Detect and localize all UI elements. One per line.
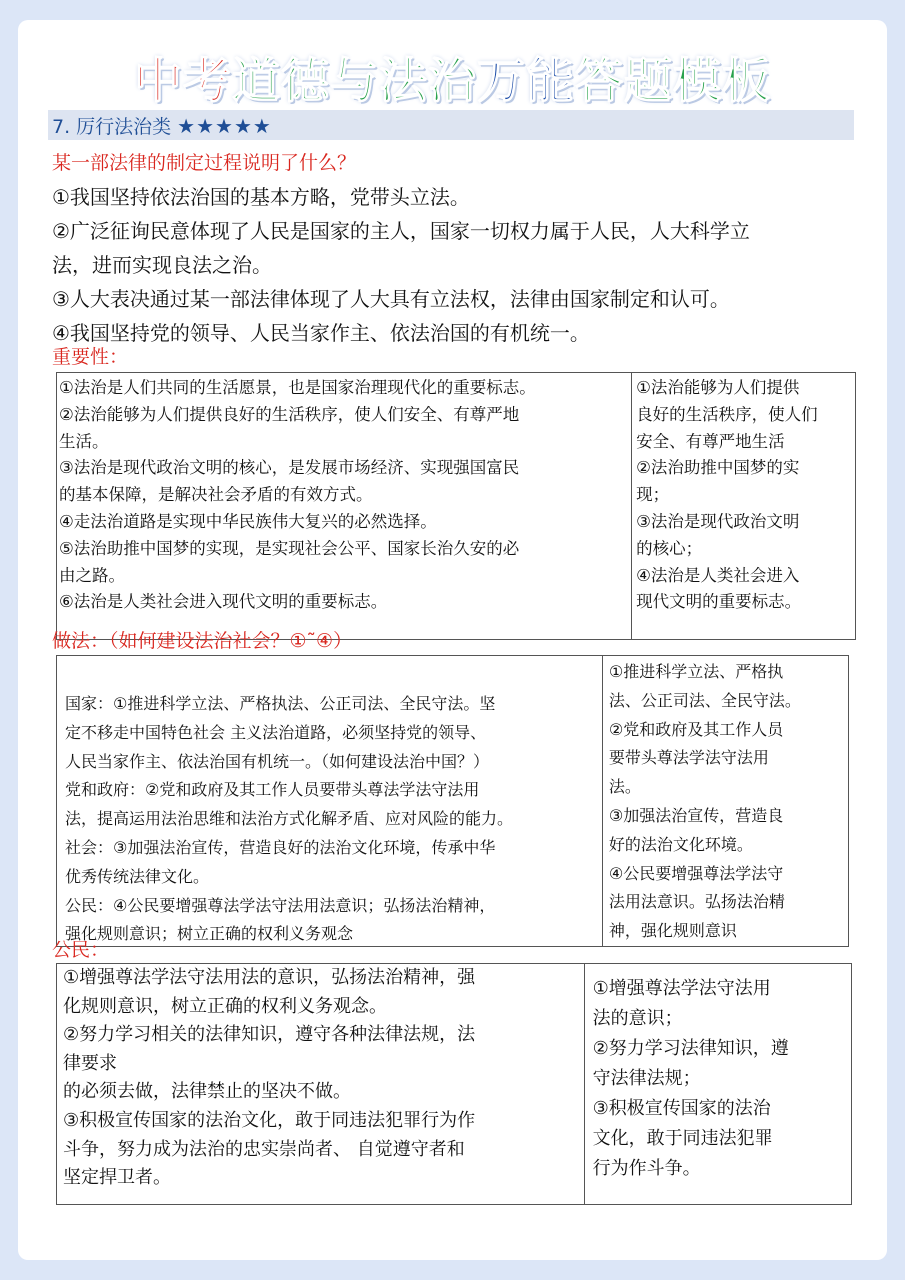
table-line: 守法律法规；: [592, 1068, 701, 1089]
title-part-1: 中考: [133, 53, 232, 109]
table-line: 良好的生活秩序，使人们: [636, 404, 818, 424]
table-line: 律要求: [63, 1052, 117, 1074]
table-line: 社会：③加强法治宣传，营造良好的法治文化环境，传承中华: [65, 837, 496, 857]
citizen-detail-cell: [57, 964, 585, 1204]
title-part-3: 万能: [477, 53, 576, 109]
table-line: ④公民要增强尊法学法守: [608, 863, 784, 883]
page-title: [18, 42, 887, 111]
table-line: 的必须去做，法律禁止的坚决不做。: [63, 1081, 351, 1103]
importance-summary-cell: [632, 373, 855, 639]
table-line: 生活。: [59, 431, 109, 451]
table-line: 坚定捍卫者。: [63, 1167, 171, 1189]
table-line: ①增强尊法学法守法用: [592, 978, 771, 999]
table-line: ②法治能够为人们提供良好的生活秩序，使人们安全、有尊严地: [59, 404, 520, 424]
importance-table: [56, 372, 856, 640]
importance-heading: 重要性：: [52, 346, 129, 368]
methods-detail-cell: [57, 656, 603, 946]
citizen-summary-cell: [585, 964, 851, 1204]
rating-stars-icon: ★★★★★: [177, 114, 272, 138]
table-line: 党和政府：②党和政府及其工作人员要带头尊法学法守法用: [65, 780, 480, 800]
table-line: 强化规则意识；树立正确的权利义务观念: [65, 924, 354, 944]
page-frame: [18, 20, 887, 1260]
table-line: 的核心；: [636, 538, 703, 558]
table-line: 要带头尊法学法守法用: [608, 748, 769, 768]
citizen-heading: 公民：: [52, 939, 110, 961]
table-line: 化规则意识，树立正确的权利义务观念。: [63, 995, 387, 1017]
category-heading: [52, 112, 272, 139]
table-line: 安全、有尊严地生活: [636, 431, 785, 451]
importance-detail-cell: [57, 373, 632, 639]
table-line: ④法治是人类社会进入: [636, 565, 800, 585]
table-line: 由之路。: [59, 565, 125, 585]
table-line: ①法治能够为人们提供: [636, 378, 800, 397]
table-line: ②党和政府及其工作人员: [608, 719, 784, 739]
table-line: ②法治助推中国梦的实: [636, 458, 800, 478]
table-line: 法用法意识。弘扬法治精: [608, 892, 785, 912]
table-line: ①推进科学立法、严格执: [608, 662, 784, 681]
table-line: ②努力学习相关的法律知识，遵守各种法律法规，法: [63, 1024, 476, 1046]
table-line: 法，提高运用法治思维和法治方式化解矛盾、应对风险的能力。: [65, 809, 514, 829]
table-line: ④走法治道路是实现中华民族伟大复兴的必然选择。: [59, 511, 437, 531]
table-line: 法的意识；: [592, 1008, 683, 1029]
table-line: 文化，敢于同违法犯罪: [592, 1128, 773, 1149]
answer-list: [52, 180, 872, 350]
table-line: ③积极宣传国家的法治文化，敢于同违法犯罪行为作: [63, 1109, 476, 1131]
table-line: 人民当家作主、依法治国有机统一。（如何建设法治中国？）: [65, 751, 490, 771]
table-line: 定不移走中国特色社会 主义法治道路，必须坚持党的领导、: [65, 722, 487, 742]
question-heading: 某一部法律的制定过程说明了什么？: [52, 152, 357, 174]
table-line: 好的法治文化环境。: [608, 834, 753, 854]
table-line: 行为作斗争。: [592, 1158, 701, 1179]
methods-table: [56, 655, 849, 947]
table-line: ③加强法治宣传，营造良: [608, 805, 784, 825]
table-line: ③积极宣传国家的法治: [592, 1098, 771, 1119]
table-line: 神，强化规则意识: [608, 921, 737, 941]
table-line: ⑥法治是人类社会进入现代文明的重要标志。: [59, 592, 388, 612]
answer-line: ②广泛征询民意体现了人民是国家的主人，国家一切权力属于人民，人大科学立: [52, 219, 750, 243]
answer-line: 法，进而实现良法之治。: [52, 253, 272, 277]
methods-summary-cell: [603, 656, 848, 946]
table-line: 国家：①推进科学立法、严格执法、公正司法、全民守法。坚: [65, 694, 496, 713]
table-line: ①法治是人们共同的生活愿景，也是国家治理现代化的重要标志。: [59, 378, 536, 397]
table-line: ③法治是现代政治文明: [636, 511, 800, 531]
table-line: 优秀传统法律文化。: [65, 866, 210, 886]
table-line: ③法治是现代政治文明的核心，是发展市场经济、实现强国富民: [59, 458, 520, 478]
table-line: 斗争，努力成为法治的忠实崇尚者、 自觉遵守者和: [63, 1138, 465, 1160]
table-line: 现；: [636, 485, 670, 505]
citizen-table: [56, 963, 852, 1205]
category-label: 7. 厉行法治类: [52, 116, 172, 138]
table-line: 的基本保障，是解决社会矛盾的有效方式。: [59, 485, 373, 505]
table-line: 法。: [608, 777, 641, 797]
answer-line: ③人大表决通过某一部法律体现了人大具有立法权，法律由国家制定和认可。: [52, 287, 730, 311]
table-line: 现代文明的重要标志。: [636, 592, 802, 612]
table-line: 公民：④公民要增强尊法学法守法用法意识；弘扬法治精神，: [65, 895, 496, 915]
table-line: ⑤法治助推中国梦的实现，是实现社会公平、国家长治久安的必: [59, 538, 520, 558]
table-line: ①增强尊法学法守法用法的意识，弘扬法治精神，强: [63, 967, 476, 988]
methods-heading: 做法：（如何建设法治社会？①˜④）: [52, 630, 353, 652]
title-part-2: 道德与法治: [231, 53, 477, 109]
answer-line: ④我国坚持党的领导、人民当家作主、依法治国的有机统一。: [52, 321, 590, 345]
answer-line: ①我国坚持依法治国的基本方略，党带头立法。: [52, 185, 470, 209]
table-line: ②努力学习法律知识，遵: [592, 1038, 789, 1059]
table-line: 法、公正司法、全民守法。: [608, 690, 801, 710]
title-part-4: 答题模板: [575, 53, 772, 109]
